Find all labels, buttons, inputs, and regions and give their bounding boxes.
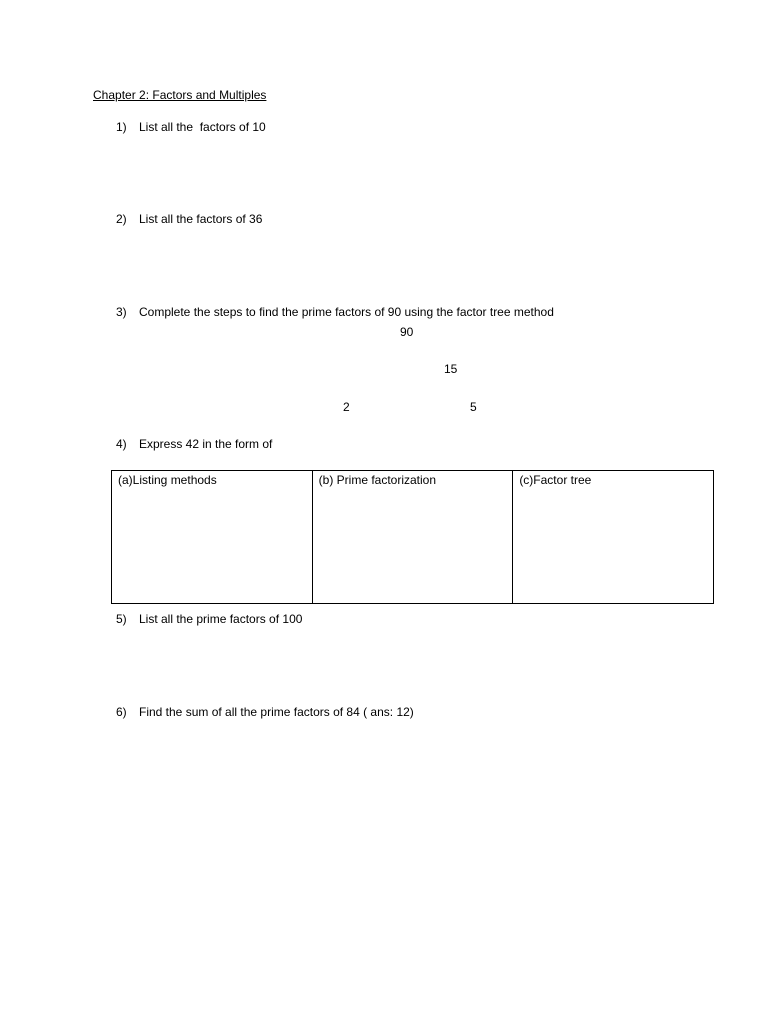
question-6 [116,705,716,719]
question-5 [116,612,716,626]
question-text: List all the factors of 10 [139,120,266,134]
factor-tree-middle: 15 [444,362,458,376]
factor-tree-right-leaf: 5 [470,400,477,414]
question-number: 4) [116,437,127,451]
question-number: 1) [116,120,127,134]
table-cell-factor-tree [513,471,714,604]
question-number: 6) [116,705,127,719]
answer-table [111,470,714,604]
column-header: (c)Factor tree [519,473,592,487]
question-3 [116,305,716,319]
factor-tree-root: 90 [400,325,414,339]
table-cell-listing-methods [112,471,313,604]
table-cell-prime-factorization [312,471,513,604]
column-header: (b) Prime factorization [318,473,437,487]
question-text: Complete the steps to find the prime factors of 90 using the factor tree method [139,305,554,319]
question-number: 3) [116,305,127,319]
chapter-title: Chapter 2: Factors and Multiples [93,88,267,102]
question-1 [116,120,716,134]
question-text: List all the prime factors of 100 [139,612,303,626]
question-text: Express 42 in the form of [139,437,273,451]
question-2 [116,212,716,226]
question-number: 2) [116,212,127,226]
question-text: Find the sum of all the prime factors of 84 ( ans: 12) [139,705,414,719]
question-4 [116,437,716,451]
table-row [112,471,714,604]
question-number: 5) [116,612,127,626]
column-header: (a)Listing methods [118,473,217,487]
question-text: List all the factors of 36 [139,212,263,226]
factor-tree-left-leaf: 2 [343,400,350,414]
